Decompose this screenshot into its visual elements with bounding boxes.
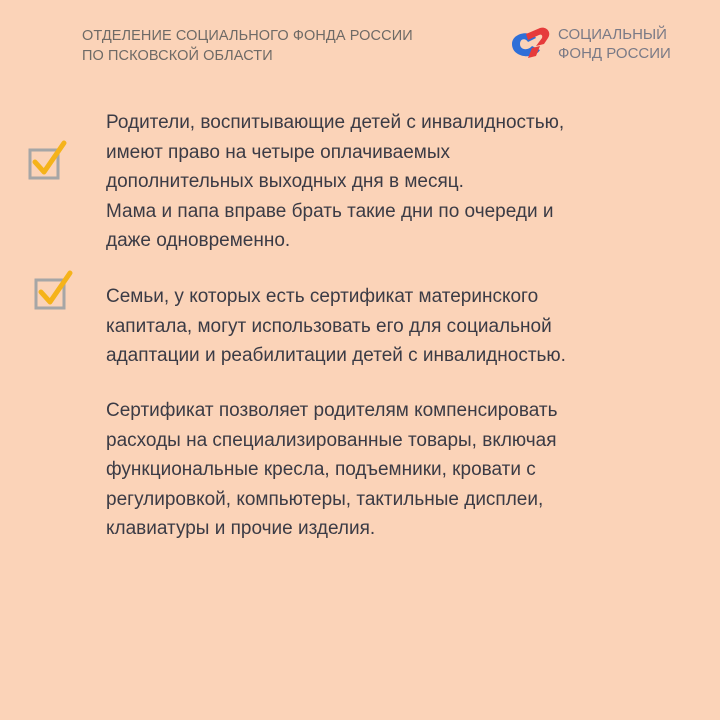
text-line: Родители, воспитывающие детей с инвалидностью, (106, 112, 565, 133)
text-line: капитала, могут использовать его для социальной (106, 315, 552, 337)
text-line: адаптации и реабилитации детей с инвалидностью. (106, 345, 566, 366)
text-line: даже одновременно. (106, 230, 291, 251)
text-line: дополнительных выходных дня в месяц. (106, 171, 464, 192)
logo-line-1: СОЦИАЛЬНЫЙ (558, 26, 667, 43)
social-fund-logo (506, 24, 671, 64)
text-line: Сертификат позволяет родителям компенсировать (106, 400, 558, 421)
text-line: функциональные кресла, подъемники, кровати с (106, 459, 536, 480)
paragraph-certificate (106, 396, 557, 544)
text-line: имеют право на четыре оплачиваемых (106, 141, 450, 163)
checkbox-checked-icon (32, 268, 76, 312)
text-line: расходы на специализированные товары, включая (106, 429, 557, 451)
text-line: клавиатуры и прочие изделия. (106, 518, 376, 539)
text-line: Мама и папа вправе брать такие дни по очереди и (106, 200, 554, 222)
organization-name (82, 26, 413, 66)
logo-line-2: ФОНД РОССИИ (558, 45, 671, 62)
paragraph-maternity-capital (106, 282, 566, 371)
text-line: Семьи, у которых есть сертификат материнского (106, 286, 539, 307)
org-line-2: ПО ПСКОВСКОЙ ОБЛАСТИ (82, 48, 273, 64)
checkbox-checked-icon (26, 138, 70, 182)
logo-text (558, 25, 671, 63)
org-line-1: ОТДЕЛЕНИЕ СОЦИАЛЬНОГО ФОНДА РОССИИ (82, 28, 413, 44)
paragraph-days-off (106, 108, 564, 256)
social-fund-logo-icon (506, 24, 554, 64)
text-line: регулировкой, компьютеры, тактильные дисплеи, (106, 488, 544, 510)
